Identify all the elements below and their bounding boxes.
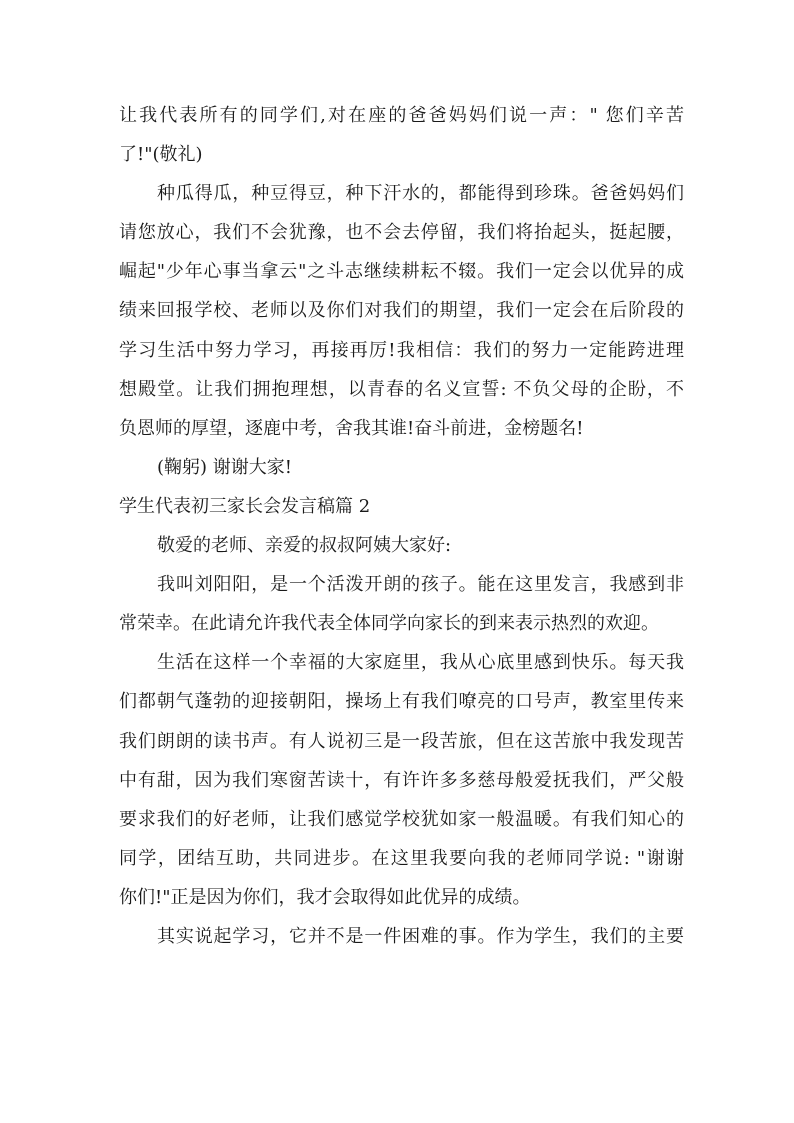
paragraph-line: 请您放心，我们不会犹豫，也不会去停留，我们将抬起头，挺起腰，: [119, 222, 684, 244]
paragraph-line: 中有甜，因为我们寒窗苦读十，有许许多多慈母般爱抚我们，严父般: [119, 769, 684, 791]
paragraph-line: 我叫刘阳阳，是一个活泼开朗的孩子。能在这里发言，我感到非: [157, 574, 684, 596]
paragraph-line: 了!"(敬礼): [119, 144, 203, 166]
paragraph-line: 同学，团结互助，共同进步。在这里我要向我的老师同学说: "谢谢: [119, 847, 684, 869]
paragraph-line: 其实说起学习，它并不是一件困难的事。作为学生，我们的主要: [157, 925, 684, 947]
paragraph-line: 绩来回报学校、老师以及你们对我们的期望，我们一定会在后阶段的: [119, 300, 684, 322]
section-heading: 学生代表初三家长会发言稿篇 2: [119, 495, 371, 517]
paragraph-line: (鞠躬) 谢谢大家!: [157, 456, 292, 478]
document-body: [119, 96, 684, 956]
paragraph-line: 要求我们的好老师，让我们感觉学校犹如家一般温暖。有我们知心的: [119, 808, 684, 830]
paragraph-line: 想殿堂。让我们拥抱理想，以青春的名义宣誓: 不负父母的企盼，不: [119, 378, 684, 400]
paragraph-line: 学习生活中努力学习，再接再厉!我相信：我们的努力一定能跨进理: [119, 339, 684, 361]
paragraph-line: 崛起"少年心事当拿云"之斗志继续耕耘不辍。我们一定会以优异的成: [119, 261, 684, 283]
greeting-line: 敬爱的老师、亲爱的叔叔阿姨大家好:: [157, 535, 452, 557]
paragraph-line: 生活在这样一个幸福的大家庭里，我从心底里感到快乐。每天我: [157, 652, 684, 674]
paragraph-line: 种瓜得瓜，种豆得豆，种下汗水的，都能得到珍珠。爸爸妈妈们: [157, 183, 684, 205]
paragraph-line: 你们!"正是因为你们，我才会取得如此优异的成绩。: [119, 886, 531, 908]
paragraph-line: 负恩师的厚望，逐鹿中考，舍我其谁!奋斗前进，金榜题名!: [119, 417, 584, 439]
paragraph-line: 我们朗朗的读书声。有人说初三是一段苦旅，但在这苦旅中我发现苦: [119, 730, 684, 752]
paragraph-line: 常荣幸。在此请允许我代表全体同学向家长的到来表示热烈的欢迎。: [119, 613, 659, 635]
paragraph-line: 们都朝气蓬勃的迎接朝阳，操场上有我们嘹亮的口号声，教室里传来: [119, 691, 684, 713]
paragraph-line: 让我代表所有的同学们,对在座的爸爸妈妈们说一声：" 您们辛苦: [119, 105, 684, 126]
